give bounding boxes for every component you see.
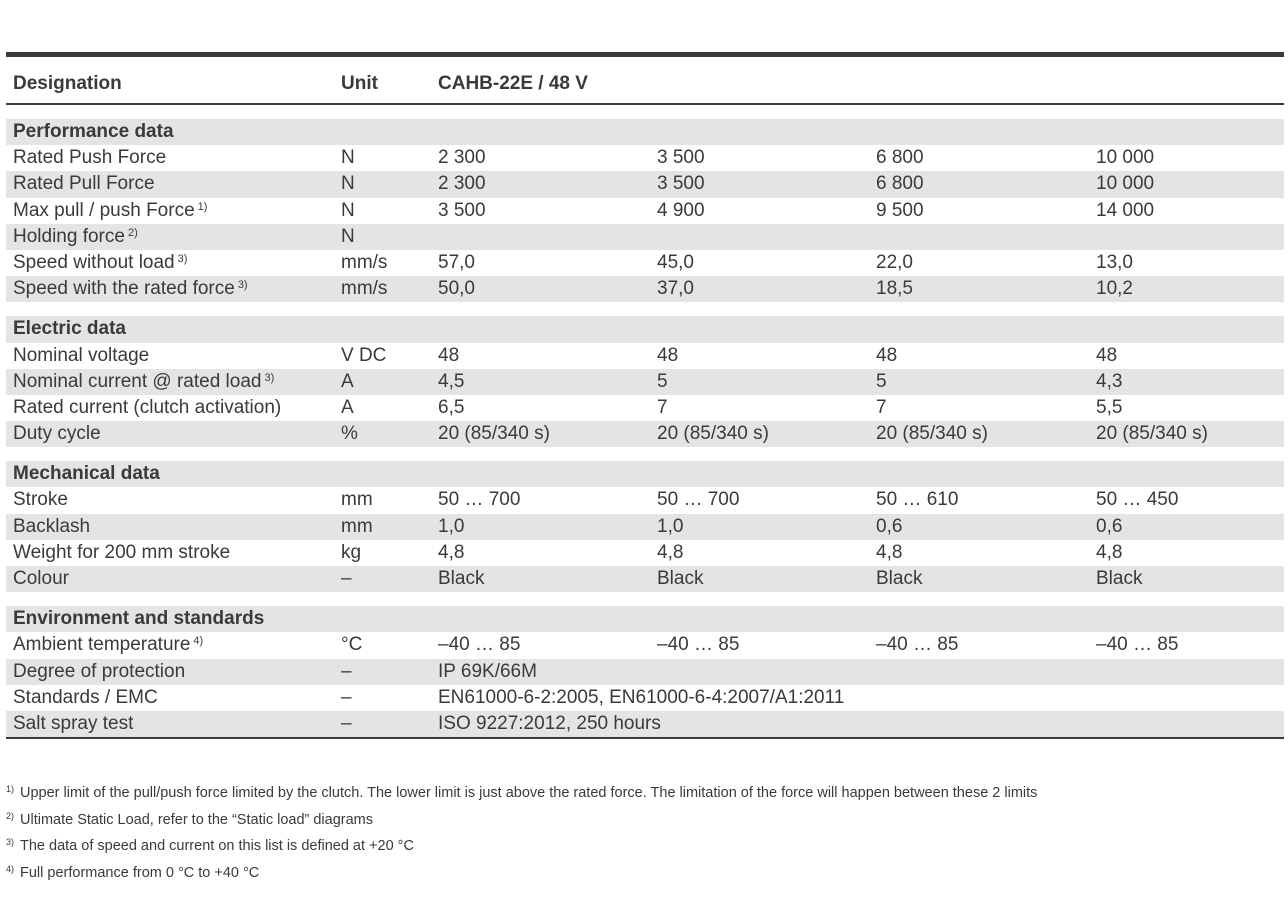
- row-unit: –: [341, 568, 352, 589]
- footnote-text: Ultimate Static Load, refer to the “Static load” diagrams: [20, 811, 374, 828]
- table-row: [6, 369, 1284, 395]
- row-value: 9 500: [876, 199, 924, 221]
- footnote-number: 3): [6, 837, 15, 847]
- row-unit: kg: [341, 541, 362, 563]
- table-row: [6, 487, 1284, 513]
- footnote-marker: 3): [264, 371, 275, 384]
- table-row: [6, 685, 1284, 711]
- footnote-number: 1): [6, 784, 15, 794]
- row-value: 10 000: [1096, 173, 1155, 195]
- row-unit: mm: [341, 515, 373, 537]
- table-row: [6, 395, 1284, 421]
- designation-text: Degree of protection: [13, 660, 186, 682]
- row-unit: mm/s: [341, 278, 388, 300]
- row-unit: N: [341, 147, 355, 169]
- designation-text: Salt spray test: [13, 712, 134, 734]
- row-value: –40 … 85: [657, 634, 740, 656]
- row-unit: mm: [341, 489, 373, 511]
- designation-text: Duty cycle: [13, 423, 101, 445]
- footnote: [6, 778, 1037, 805]
- row-unit: N: [341, 225, 355, 247]
- table-row: [6, 343, 1284, 369]
- row-value: 1,0: [438, 515, 465, 537]
- footnote-text: The data of speed and current on this list is defined at +20 °C: [20, 838, 414, 854]
- designation-text: Standards / EMC: [13, 686, 158, 708]
- row-value: EN61000-6-2:2005, EN61000-6-4:2007/A1:2011: [438, 686, 845, 708]
- row-value: 48: [876, 344, 898, 366]
- row-designation: [13, 343, 149, 369]
- row-value: 14 000: [1096, 199, 1155, 221]
- row-value: 3 500: [438, 199, 486, 221]
- footnote: [6, 831, 1037, 858]
- designation-text: Max pull / push Force: [13, 199, 195, 221]
- designation-text: Ambient temperature: [13, 634, 191, 656]
- designation-text: Colour: [13, 568, 69, 589]
- row-value: –40 … 85: [438, 634, 521, 656]
- footnotes: [6, 778, 1037, 884]
- row-value: 48: [438, 344, 460, 366]
- row-value: 22,0: [876, 251, 913, 273]
- row-value: 50 … 700: [657, 489, 740, 511]
- section-title: Mechanical data: [13, 463, 160, 485]
- footnote-marker: 3): [177, 252, 188, 265]
- row-designation: [13, 566, 69, 592]
- row-designation: [13, 250, 187, 276]
- row-designation: [13, 369, 274, 395]
- row-designation: [13, 540, 230, 566]
- row-value: 45,0: [657, 251, 694, 273]
- row-designation: [13, 145, 166, 171]
- table-row: [6, 659, 1284, 685]
- row-value: 4 900: [657, 199, 705, 221]
- section-title-row: [6, 316, 1284, 342]
- row-designation: [13, 276, 248, 302]
- row-designation: [13, 224, 138, 250]
- row-designation: [13, 487, 68, 513]
- table-section: [6, 119, 1284, 302]
- footnote: [6, 858, 1037, 885]
- table-header: [6, 57, 1284, 105]
- row-unit: A: [341, 370, 354, 392]
- designation-text: Rated Pull Force: [13, 173, 155, 195]
- row-value: Black: [657, 568, 704, 589]
- footnote-text: Upper limit of the pull/push force limited by the clutch. The lower limit is just above the rated force. The limitation of the force will happen between these 2 limits: [20, 785, 1038, 801]
- row-value: 2 300: [438, 147, 486, 169]
- header-designation: Designation: [13, 73, 122, 94]
- table-section: [6, 461, 1284, 592]
- row-unit: N: [341, 199, 355, 221]
- table-row: [6, 632, 1284, 658]
- row-value: 18,5: [876, 278, 913, 300]
- table-row: [6, 276, 1284, 302]
- table-row: [6, 514, 1284, 540]
- row-designation: [13, 198, 207, 224]
- table-row: [6, 711, 1284, 737]
- footnote-marker: 2): [127, 226, 138, 239]
- row-value: 7: [657, 396, 668, 418]
- row-value: 3 500: [657, 147, 705, 169]
- row-value: 50,0: [438, 278, 475, 300]
- section-title-row: [6, 119, 1284, 145]
- row-unit: –: [341, 686, 352, 708]
- row-designation: [13, 171, 155, 197]
- row-value: 20 (85/340 s): [438, 423, 550, 445]
- row-value: 4,5: [438, 370, 465, 392]
- row-value: 4,3: [1096, 370, 1123, 392]
- footnote-marker: 3): [237, 279, 248, 292]
- row-value: 1,0: [657, 515, 684, 537]
- section-title-row: [6, 461, 1284, 487]
- footnote-marker: 1): [197, 200, 208, 213]
- designation-text: Nominal voltage: [13, 344, 150, 366]
- row-value: 6 800: [876, 173, 924, 195]
- table-section: [6, 606, 1284, 737]
- header-model: CAHB-22E / 48 V: [438, 73, 588, 94]
- row-designation: [13, 685, 158, 711]
- row-value: 20 (85/340 s): [657, 423, 769, 445]
- table-row: [6, 250, 1284, 276]
- row-value: 2 300: [438, 173, 486, 195]
- row-unit: N: [341, 173, 355, 195]
- row-unit: °C: [341, 634, 363, 656]
- row-value: 4,8: [1096, 541, 1123, 563]
- row-value: 3 500: [657, 173, 705, 195]
- table-row: [6, 421, 1284, 447]
- table-section: [6, 316, 1284, 447]
- table-row: [6, 224, 1284, 250]
- row-value: Black: [438, 568, 485, 589]
- section-title: Electric data: [13, 318, 126, 340]
- designation-text: Rated Push Force: [13, 147, 167, 169]
- row-value: Black: [876, 568, 923, 589]
- row-value: 48: [1096, 344, 1118, 366]
- row-unit: A: [341, 396, 354, 418]
- row-designation: [13, 395, 281, 421]
- footnote: [6, 805, 1037, 832]
- row-unit: V DC: [341, 344, 387, 366]
- row-unit: –: [341, 660, 352, 682]
- row-value: 50 … 700: [438, 489, 521, 511]
- section-title: Performance data: [13, 121, 174, 142]
- designation-text: Nominal current @ rated load: [13, 370, 262, 392]
- row-value: 6,5: [438, 396, 465, 418]
- row-value: 10 000: [1096, 147, 1155, 169]
- row-unit: %: [341, 423, 358, 445]
- table-row: [6, 171, 1284, 197]
- row-value: IP 69K/66M: [438, 660, 537, 682]
- row-designation: [13, 711, 133, 737]
- row-value: 37,0: [657, 278, 694, 300]
- designation-text: Backlash: [13, 515, 91, 537]
- row-value: –40 … 85: [1096, 634, 1179, 656]
- row-value: 50 … 450: [1096, 489, 1179, 511]
- header-unit: Unit: [341, 73, 378, 94]
- spec-table: [6, 52, 1284, 739]
- footnote-marker: 4): [193, 635, 204, 648]
- footnote-number: 4): [6, 863, 15, 874]
- table-row: [6, 198, 1284, 224]
- designation-text: Stroke: [13, 489, 68, 511]
- row-unit: –: [341, 712, 352, 734]
- table-row: [6, 145, 1284, 171]
- designation-text: Speed without load: [13, 251, 175, 273]
- row-value: 5,5: [1096, 396, 1123, 418]
- row-value: –40 … 85: [876, 634, 959, 656]
- table-row: [6, 566, 1284, 592]
- row-designation: [13, 632, 203, 658]
- row-value: 6 800: [876, 147, 924, 169]
- designation-text: Holding force: [13, 225, 125, 247]
- designation-text: Rated current (clutch activation): [13, 396, 282, 418]
- section-title: Environment and standards: [13, 608, 265, 630]
- row-value: 4,8: [876, 541, 903, 563]
- table-row: [6, 540, 1284, 566]
- row-value: 10,2: [1096, 278, 1133, 300]
- row-unit: mm/s: [341, 251, 388, 273]
- row-value: 13,0: [1096, 251, 1133, 273]
- row-value: 20 (85/340 s): [876, 423, 988, 445]
- row-value: Black: [1096, 568, 1143, 589]
- row-value: 7: [876, 396, 887, 418]
- row-value: 57,0: [438, 251, 475, 273]
- section-title-row: [6, 606, 1284, 632]
- row-value: 5: [657, 370, 668, 392]
- row-value: 48: [657, 344, 679, 366]
- footnote-number: 2): [6, 810, 15, 821]
- footnote-text: Full performance from 0 °C to +40 °C: [20, 864, 260, 881]
- row-designation: [13, 659, 185, 685]
- row-value: 4,8: [657, 541, 684, 563]
- table-body: [6, 119, 1284, 737]
- row-value: ISO 9227:2012, 250 hours: [438, 712, 661, 734]
- row-value: 0,6: [876, 515, 903, 537]
- row-value: 5: [876, 370, 887, 392]
- row-value: 0,6: [1096, 515, 1123, 537]
- row-designation: [13, 514, 90, 540]
- table-bottom-rule: [6, 737, 1284, 739]
- row-value: 4,8: [438, 541, 465, 563]
- designation-text: Weight for 200 mm stroke: [13, 541, 231, 563]
- row-value: 20 (85/340 s): [1096, 423, 1208, 445]
- row-designation: [13, 421, 101, 447]
- row-value: 50 … 610: [876, 489, 959, 511]
- designation-text: Speed with the rated force: [13, 278, 235, 300]
